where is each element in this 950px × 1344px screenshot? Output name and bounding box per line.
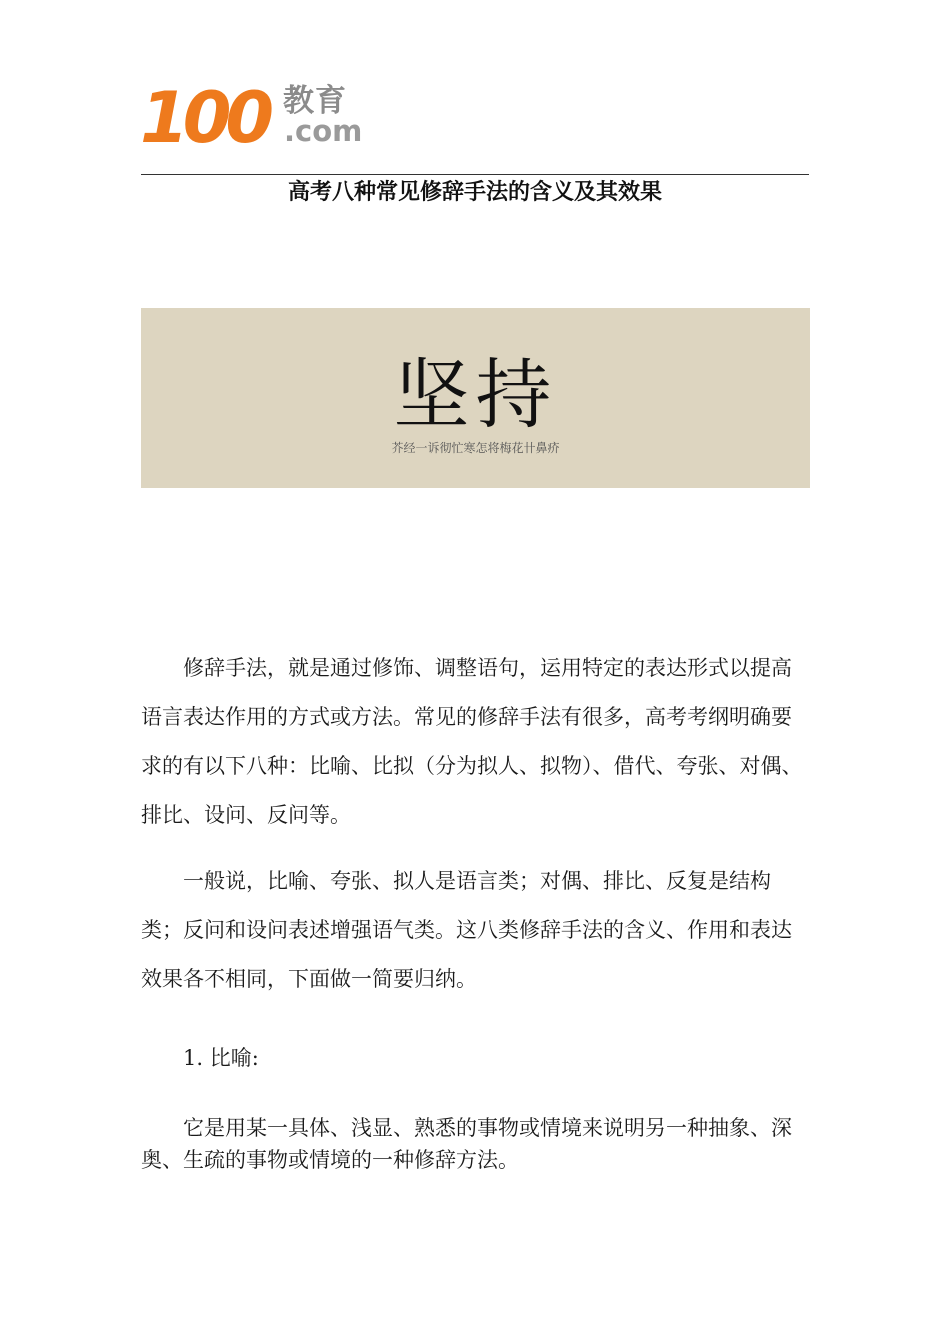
intro-paragraph: 修辞手法，就是通过修饰、调整语句，运用特定的表达形式以提高语言表达作用的方式或方法。常见的修辞手法有很多，高考考纲明确要求的有以下八种：比喻、比拟（分为拟人、拟物）、借代、夸张、对偶、排比、设问、反问等。	[141, 656, 803, 827]
classification-paragraph: 一般说，比喻、夸张、拟人是语言类；对偶、排比、反复是结构类；反问和设问表述增强语气类。这八类修辞手法的含义、作用和表达效果各不相同，下面做一简要归纳。	[141, 869, 792, 991]
logo-domain: .com	[284, 114, 363, 148]
logo-100-mark	[140, 80, 280, 150]
logo-word: 教育	[283, 83, 347, 119]
banner-subtext: 芥经一诉彻忙寒怎将梅花卄鼻疥	[391, 441, 560, 455]
site-logo	[140, 80, 363, 150]
section-heading-metaphor: 1. 比喻:	[183, 1046, 259, 1070]
metaphor-definition-paragraph: 它是用某一具体、浅显、熟悉的事物或情境来说明另一种抽象、深奥、生疏的事物或情境的一种修辞方法。	[141, 1116, 792, 1172]
banner-headline: 坚持	[393, 350, 558, 439]
document-title: 高考八种常见修辞手法的含义及其效果	[287, 180, 662, 205]
logo-number: 100	[140, 80, 269, 150]
header-divider	[141, 174, 809, 175]
motto-banner	[141, 308, 810, 488]
